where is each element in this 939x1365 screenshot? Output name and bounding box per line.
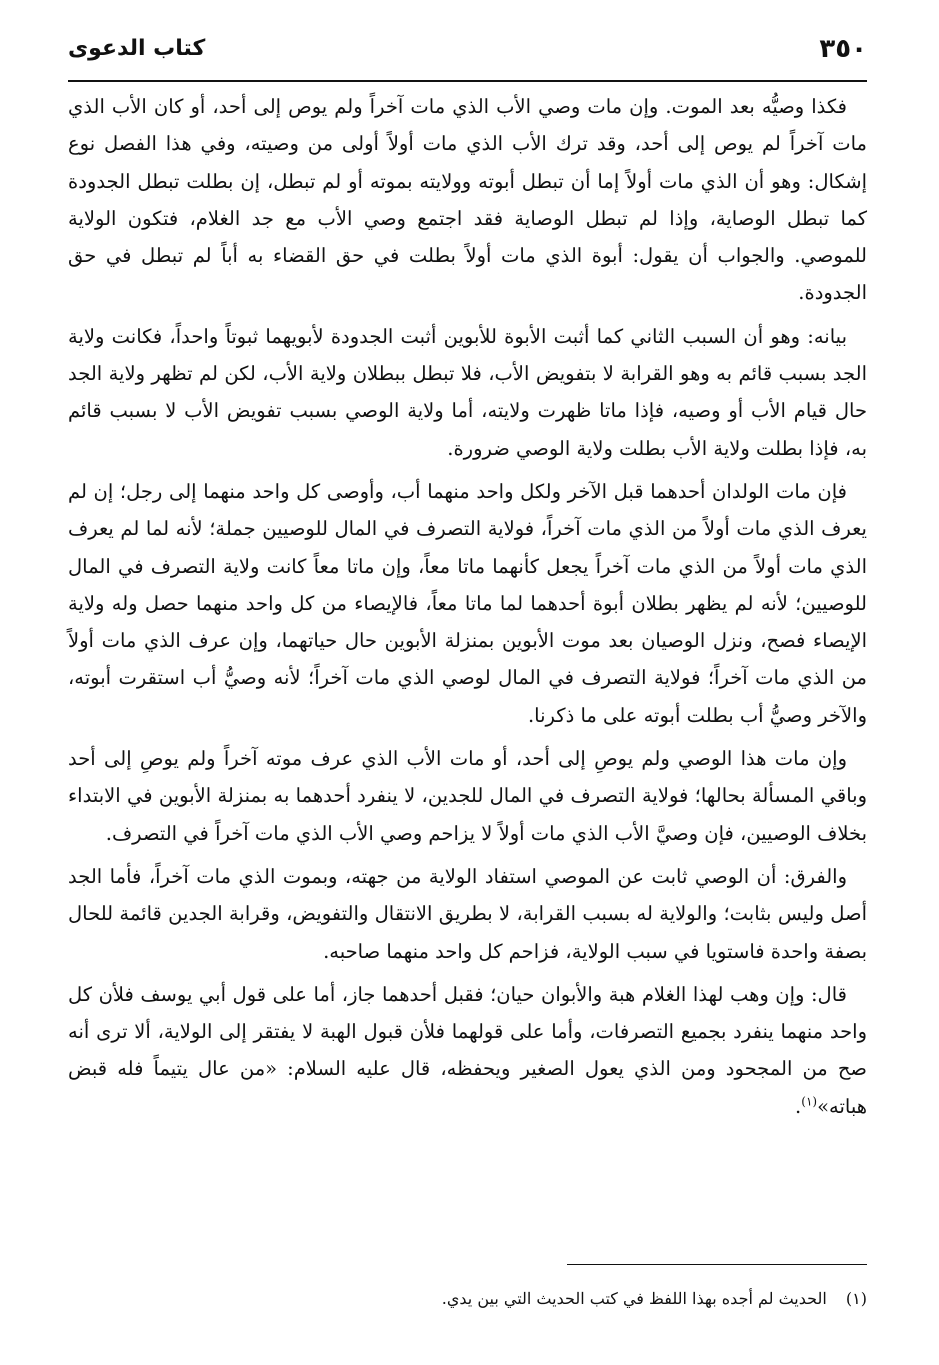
paragraph: بيانه: وهو أن السبب الثاني كما أثبت الأبوة للأبوين أثبت الجدودة لأبويهما ثبوتاً واحداً، فكانت ولاية الجد بسبب قائم به وهو القرابة لا بتفويض الأب، فلا تبطل ببطلان ولاية الأب، لكن لم تظهر ولاية الجد حال قيام الأب أو وصيه، فإذا ماتا ظهرت ولايته، أما ولاية الوصي بسبب تفويض الأب لا بسبب قائم به، فإذا بطلت ولاية الأب بطلت ولاية الوصي ضرورة. (68, 324, 867, 460)
book-title: كتاب الدعوى (68, 36, 206, 61)
footnote (68, 1286, 867, 1312)
paragraph: وإن مات هذا الوصي ولم يوصِ إلى أحد، أو مات الأب الذي عرف موته آخراً ولم يوصِ إلى أحد وباقي المسألة بحالها؛ فولاية التصرف في المال للجدين، لا ينفرد أحدهما به بمنزلة الأبوين في الابتداء بخلاف الوصيين، فإن وصيَّ الأب الذي مات أولاً لا يزاحم وصي الأب الذي مات آخراً في التصرف. (68, 747, 867, 845)
header-rule (68, 80, 867, 82)
footnote-reference[interactable]: (١) (801, 1094, 818, 1109)
body-text (68, 88, 867, 1131)
page-number: ٣٥٠ (819, 34, 867, 64)
footnote-text: الحديث لم أجده بهذا اللفظ في كتب الحديث التي بين يدي. (441, 1289, 827, 1308)
running-header (68, 26, 867, 76)
paragraph: والفرق: أن الوصي ثابت عن الموصي استفاد الولاية من جهته، وبموت الذي مات آخراً، فأما الجد أصل وليس بثابت؛ والولاية له بسبب القرابة، لا بطريق الانتقال والتفويض، وقرابة الجدين قائمة للحال بصفة واحدة فاستويا في سبب الولاية، فزاحم كل واحد منهما صاحبه. (68, 864, 867, 963)
paragraph: فكذا وصيُّه بعد الموت. وإن مات وصي الأب الذي مات آخراً ولم يوص إلى أحد، أو كان الأب الذي مات آخراً لم يوص إلى أحد، وقد ترك الأب الذي مات أولاً أولى من وصيته، وفي هذا الفصل نوع إشكال: وهو أن الذي مات أولاً إما أن تبطل أبوته وولايته بموته أو لم تبطل، إن بطلت تبطل الجدودة كما تبطل الوصاية، وإذا لم تبطل الوصاية فقد اجتمع وصي الأب مع جد الغلام، فتكون الولاية للموصي. والجواب أن يقول: أبوة الذي مات أولاً بطلت في حق القضاء به أباً لم تبطل في حق الجدودة. (68, 95, 867, 305)
paragraph-text: قال: وإن وهب لهذا الغلام هبة والأبوان حيان؛ فقبل أحدهما جاز، أما على قول أبي يوسف فلأن كل واحد منهما ينفرد بجميع التصرفات، وأما على قولهما فلأن قبول الهبة لا يفتقر إلى الولاية، ألا ترى أنه صح من المجحود ومن الذي يعول الصغير ويحفظه، قال عليه السلام: «من عال يتيماً فله قبض هباته» (68, 982, 867, 1118)
paragraph: فإن مات الولدان أحدهما قبل الآخر ولكل واحد منهما أب، وأوصى كل واحد منهما إلى رجل؛ إن لم يعرف الذي مات أولاً من الذي مات آخراً، فولاية التصرف في المال للوصيين جملة؛ لأنه لما لم يعرف الذي مات أولاً من الذي مات آخراً يجعل كأنهما ماتا معاً، وإن ماتا معاً كانت ولاية التصرف في المال للوصيين؛ لأنه لم يظهر بطلان أبوة أحدهما لما ماتا معاً، فالإيصاء من كل واحد منهما حصل وله ولاية الإيصاء فصح، ونزل الوصيان بعد موت الأبوين بمنزلة الأبوين حال حياتهما، وإن عرف الذي مات أولاً من الذي مات آخراً؛ فولاية التصرف في المال لوصي الذي مات آخراً؛ لأنه وصيُّ أب استقرت أبوته، والآخر وصيُّ أب بطلت أبوته على ما ذكرنا. (68, 479, 867, 727)
footnote-number: (١) (845, 1289, 867, 1308)
paragraph-with-footnote: قال: وإن وهب لهذا الغلام هبة والأبوان حيان؛ فقبل أحدهما جاز، أما على قول أبي يوسف فلأن كل واحد منهما ينفرد بجميع التصرفات، وأما على قولهما فلأن قبول الهبة لا يفتقر إلى الولاية، ألا ترى أنه صح من المجحود ومن الذي يعول الصغير ويحفظه، قال عليه السلام: «من عال يتيماً فله قبض هباته»$^{(١)}$. (68, 982, 867, 1118)
footnote-rule (567, 1264, 867, 1265)
